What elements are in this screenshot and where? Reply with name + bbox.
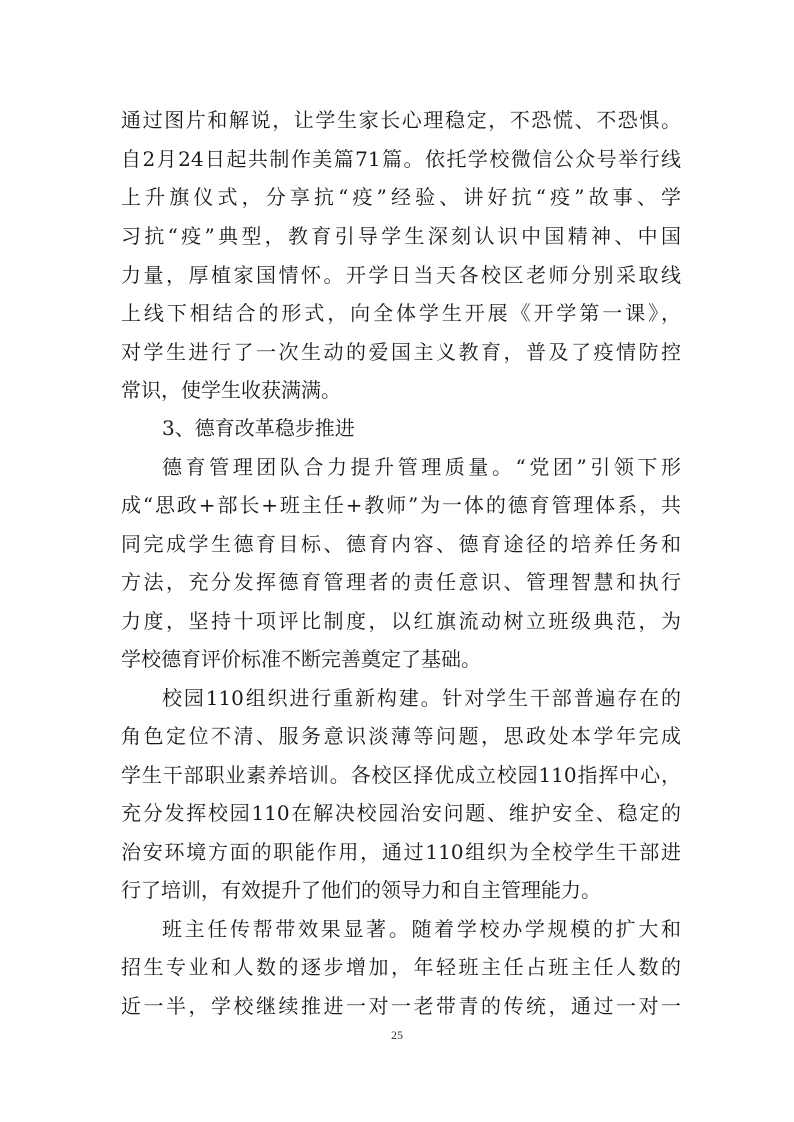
paragraph-line: 自2月24日起共制作美篇71篇。依托学校微信公众号举行线: [121, 147, 681, 171]
paragraph-line: 行了培训，有效提升了他们的领导力和自主管理能力。: [121, 878, 601, 902]
paragraph-line: 近一半，学校继续推进一对一老带青的传统，通过一对一: [121, 994, 681, 1018]
paragraph-line: 治安环境方面的职能作用，通过110组织为全校学生干部进: [121, 840, 681, 864]
paragraph-line: 充分发挥校园110在解决校园治安问题、维护安全、稳定的: [121, 801, 681, 825]
paragraph-line: 常识，使学生收获满满。: [121, 378, 341, 402]
paragraph-line: 招生专业和人数的逐步增加，年轻班主任占班主任人数的: [121, 955, 681, 979]
paragraph-line: 力量，厚植家国情怀。开学日当天各校区老师分别采取线: [121, 263, 681, 287]
paragraph-line: 上线下相结合的形式，向全体学生开展《开学第一课》，: [121, 301, 681, 325]
paragraph-line: 习抗“疫”典型，教育引导学生深刻认识中国精神、中国: [121, 224, 681, 248]
paragraph-line: 学生干部职业素养培训。各校区择优成立校园110指挥中心，: [121, 763, 681, 787]
paragraph-line: 力度，坚持十项评比制度，以红旗流动树立班级典范，为: [121, 609, 681, 633]
paragraph-line: 学校德育评价标准不断完善奠定了基础。: [121, 647, 481, 671]
paragraph-line: 通过图片和解说，让学生家长心理稳定，不恐慌、不恐惧。: [121, 108, 681, 132]
paragraph-line: 对学生进行了一次生动的爱国主义教育，普及了疫情防控: [121, 340, 681, 364]
paragraph-line: 班主任传帮带效果显著。随着学校办学规模的扩大和: [162, 917, 681, 941]
paragraph-line: 角色定位不清、服务意识淡薄等问题，思政处本学年完成: [121, 724, 681, 748]
paragraph-line: 德育管理团队合力提升管理质量。“党团”引领下形: [162, 455, 681, 479]
page-number: 25: [391, 1028, 403, 1042]
paragraph-line: 上升旗仪式，分享抗“疫”经验、讲好抗“疫”故事、学: [121, 185, 681, 209]
paragraph-line: 同完成学生德育目标、德育内容、德育途径的培养任务和: [121, 532, 681, 556]
paragraph-line: 校园110组织进行重新构建。针对学生干部普遍存在的: [162, 686, 681, 710]
paragraph-line: 成“思政+部长+班主任+教师”为一体的德育管理体系，共: [121, 493, 681, 517]
section-heading: 3、德育改革稳步推进: [162, 416, 355, 440]
paragraph-line: 方法，充分发挥德育管理者的责任意识、管理智慧和执行: [121, 570, 681, 594]
